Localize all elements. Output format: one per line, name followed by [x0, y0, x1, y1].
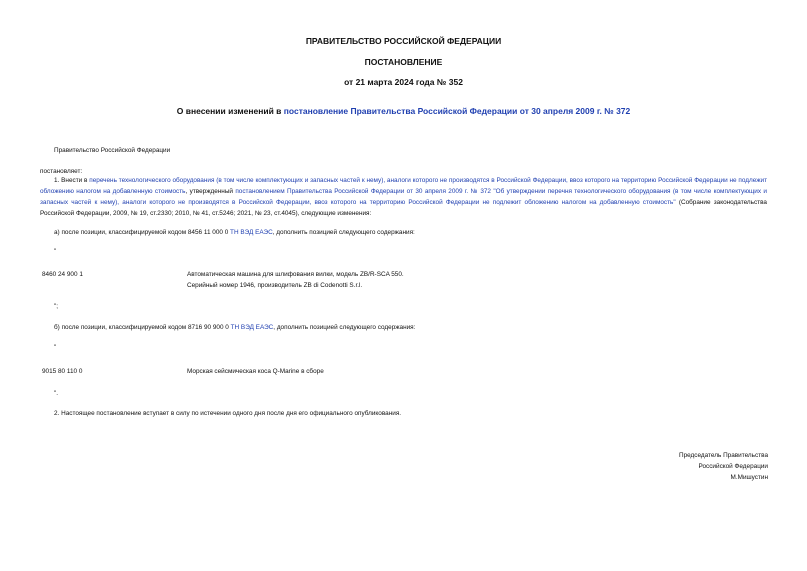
subitem-a-prefix: а) после позиции, классифицируемой кодом 8456 11 000 0 — [54, 229, 231, 236]
signature-title-line-2: Российской Федерации — [698, 463, 768, 470]
title-link[interactable]: постановление Правительства Российской Федерации от 30 апреля 2009 г. № 372 — [283, 106, 631, 116]
row-a-description-line-1: Автоматическая машина для шлифования вилки, модель ZB/R-SCA 550. — [187, 271, 404, 278]
resolution-link[interactable]: постановлением Правительства Российской Федерации от 30 апреля 2009 г. № 372 "Об утверждении перечня технологического оборудования (в том числе комплектующих и запасных частей к нему), аналоги которого не производятся в Российской Федерации, ввоз которого на территорию Российской Федерации не подлежит обложению налогом на добавленную стоимость" — [40, 188, 767, 206]
row-b-description: Морская сейсмическая коса Q-Marine в сборе — [187, 368, 324, 375]
quote-close-b: ". — [54, 390, 59, 397]
decides-text: постановляет: — [40, 168, 83, 175]
quote-close-a: "; — [54, 303, 59, 310]
issuer-text: Правительство Российской Федерации — [54, 147, 171, 154]
list-link[interactable]: перечень технологического оборудования (в том числе комплектующих и запасных частей к нему), аналоги которого не производятся в Российской Федерации, ввоз которого на территорию Российской Федерации не подлежит обложению налогом на добавленную стоимость — [40, 177, 767, 195]
item-1-mid: , утвержденный — [185, 188, 236, 195]
signature-title-line-1: Председатель Правительства — [679, 452, 768, 459]
row-a-code: 8460 24 900 1 — [42, 271, 83, 278]
signature-name: М.Мишустин — [730, 474, 768, 481]
subitem-a — [54, 227, 415, 238]
row-b-code: 9015 80 110 0 — [42, 368, 83, 375]
tnved-link-b[interactable]: ТН ВЭД ЕАЭС — [230, 324, 274, 331]
item-1-prefix: 1. Внести в — [54, 177, 90, 184]
subitem-b — [54, 322, 415, 333]
document-title — [0, 106, 807, 116]
subitem-b-prefix: б) после позиции, классифицируемой кодом 8716 90 900 0 — [54, 324, 231, 331]
item-1-suffix: (Собрание законодательства Российской Федерации, 2009, № 19, ст.2330; 2010, № 41, ст.5246; 2021, № 23, ст.4045), следующие изменения: — [40, 199, 767, 217]
title-prefix: О внесении изменений в — [176, 106, 284, 116]
tnved-link-a[interactable]: ТН ВЭД ЕАЭС — [230, 229, 273, 236]
item-2-paragraph: 2. Настоящее постановление вступает в силу по истечении одного дня после дня его официального опубликования. — [54, 410, 402, 417]
subitem-a-suffix: , дополнить позицией следующего содержания: — [272, 229, 415, 236]
subitem-b-suffix: , дополнить позицией следующего содержания: — [273, 324, 416, 331]
date-number-heading: от 21 марта 2024 года № 352 — [344, 77, 463, 87]
document-type-heading: ПОСТАНОВЛЕНИЕ — [364, 57, 443, 67]
item-1-paragraph — [40, 175, 767, 219]
row-a-description-line-2: Серийный номер 1946, производитель ZB di Codenotti S.r.l. — [187, 282, 363, 289]
government-heading: ПРАВИТЕЛЬСТВО РОССИЙСКОЙ ФЕДЕРАЦИИ — [305, 36, 502, 46]
quote-open-b: " — [54, 344, 57, 351]
quote-open-a: " — [54, 248, 57, 255]
